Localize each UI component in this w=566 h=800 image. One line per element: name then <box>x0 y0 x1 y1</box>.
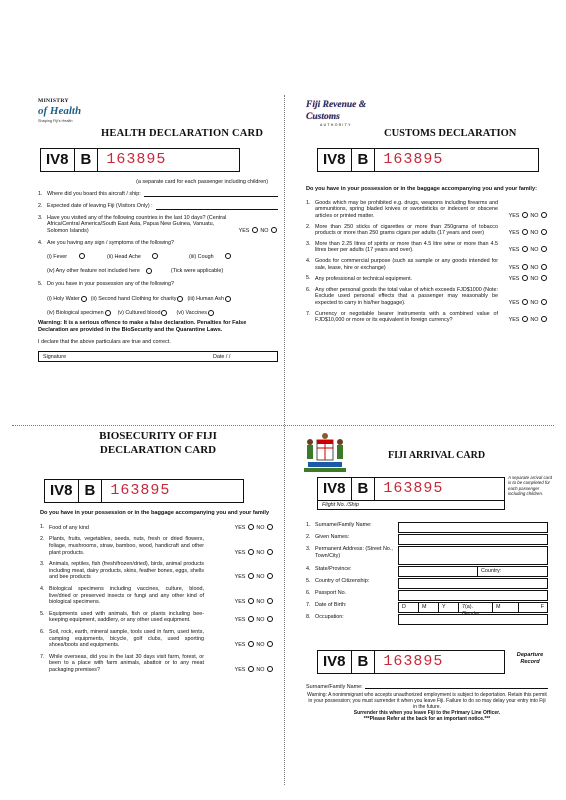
customs-item-4-yes-radio[interactable] <box>522 264 528 270</box>
customs-item-3-no-radio[interactable] <box>541 246 547 252</box>
customs-item-1-no-radio[interactable] <box>541 212 547 218</box>
arrival-field-label: 7. Date of Birth: <box>306 602 347 608</box>
arrival-field-input[interactable] <box>398 534 548 545</box>
health-card-title: HEALTH DECLARATION CARD <box>101 128 264 139</box>
biosecurity-card <box>38 430 278 790</box>
no-label: NO <box>530 264 539 271</box>
holy-water-checkbox[interactable] <box>81 296 87 302</box>
q3-yes-radio[interactable] <box>252 227 258 233</box>
yes-label: YES <box>234 642 246 649</box>
bio-item-3-no-radio[interactable] <box>267 573 273 579</box>
health-q5: 5. Do you have in your possession any of the following? <box>38 281 175 288</box>
departure-warning: Warning: A nonimmigrant who accepts unauthorized employment is subject to deportation. Retain this permit in your possession; you must surrender it when you leave Fiji. Failure to do so may delay your entry into Fiji in the future. Surrender this when you leave Fiji to the Primary Line Officer. ***Please Refer at the back for an important notice.*** <box>307 692 547 723</box>
bio-item: 3. Animals, reptiles, fish (fresh/frozen/dried), birds, animal products including meat, dairy products, skins, feather bones, eggs, shells and bee products YES NO <box>40 561 274 581</box>
arrival-field-label: 5. Country of Citizenship: <box>306 578 370 584</box>
health-serial-box: IV8 B 163895 <box>40 148 240 172</box>
bio-item-1-yes-radio[interactable] <box>248 524 254 530</box>
fever-checkbox[interactable] <box>79 253 85 259</box>
health-declaration-card <box>38 98 278 418</box>
fiji-coat-of-arms-icon <box>302 430 348 474</box>
customs-item-2-yes-radio[interactable] <box>522 229 528 235</box>
arrival-field-label: 1. Surname/Family Name: <box>306 522 372 528</box>
bio-item-1-no-radio[interactable] <box>267 524 273 530</box>
bio-item: 1. Food of any kind YES NO <box>40 524 274 532</box>
bio-item-4-yes-radio[interactable] <box>248 598 254 604</box>
yes-label: YES <box>234 617 246 624</box>
customs-item: 3. More than 2.25 litres of spirits or more than 4.5 litre wine or more than 4.5 litres beer per adults (17 years and over). YES NO <box>306 241 548 254</box>
headache-checkbox[interactable] <box>152 253 158 259</box>
cough-checkbox[interactable] <box>225 253 231 259</box>
customs-items-list <box>306 200 548 324</box>
customs-item-6-yes-radio[interactable] <box>522 299 528 305</box>
arrival-field-input[interactable] <box>398 602 548 617</box>
no-label: NO <box>256 574 265 581</box>
cultured-blood-checkbox[interactable] <box>161 310 167 316</box>
customs-item: 4. Goods for commercial purpose (such as sample or any goods intended for sale, lease, hire or exchange) YES NO <box>306 258 548 271</box>
signature-row <box>38 351 278 362</box>
no-label: NO <box>530 276 539 283</box>
other-symptom-checkbox[interactable] <box>146 268 152 274</box>
yes-label: YES <box>508 230 520 237</box>
yes-label: YES <box>234 524 246 531</box>
bio-item-6-no-radio[interactable] <box>267 641 273 647</box>
dob-gender-cell[interactable]: Y <box>439 603 459 612</box>
health-note: (a separate card for each passenger including children) <box>136 179 268 185</box>
yes-label: YES <box>234 574 246 581</box>
no-label: NO <box>530 213 539 219</box>
dob-gender-cell[interactable]: D <box>399 603 419 612</box>
health-q3: 3. Have you visited any of the following countries in the last 10 days? (Central Africa/Central America/South East Asia, Papua New Guinea, Vanuatu, Solomon Islands) YES NO <box>38 215 278 235</box>
arrival-field-label: 8. Occupation: <box>306 614 344 620</box>
customs-item-7-yes-radio[interactable] <box>522 316 528 322</box>
customs-item: 1. Goods which may be prohibited e.g. drugs, weapons including firearms and ammunitions, spring bladed knives or swordsticks or indecent or obscene articles or printed matter. YES NO <box>306 200 548 220</box>
dob-gender-cell[interactable]: F <box>540 604 544 610</box>
no-label: NO <box>256 549 265 556</box>
biological-specimen-checkbox[interactable] <box>105 310 111 316</box>
bio-item: 2. Plants, fruits, vegetables, seeds, nuts, fresh or dried flowers, foliage, mushrooms, straw, bamboo, wood, handicraft and other plant products. YES NO <box>40 536 274 556</box>
customs-item-5-no-radio[interactable] <box>541 275 547 281</box>
customs-item: 6. Any other personal goods the total value of which exceeds FJD$1000 (Note: Exclude used personal effects that a passenger may reasonably be expected to carry in his/her baggage). YES NO <box>306 287 548 307</box>
arrival-field-input[interactable] <box>398 566 548 577</box>
boarding-place-field[interactable] <box>144 192 278 197</box>
customs-serial-box: IV8 B 163895 <box>317 148 539 172</box>
yes-label: YES <box>508 247 520 254</box>
arrival-field-input[interactable] <box>398 578 548 589</box>
no-label: NO <box>256 617 265 624</box>
no-label: NO <box>256 666 265 673</box>
country-field[interactable]: Country: <box>477 567 547 576</box>
arrival-field-input[interactable] <box>398 614 548 625</box>
no-label: NO <box>256 524 265 531</box>
cut-line-horizontal <box>12 425 554 426</box>
customs-item: 7. Currency or negotiable bearer instruments with a combined value of FJD$10,000 or more or its equivalent in foreign currency? YES NO <box>306 311 548 324</box>
bio-item-2-yes-radio[interactable] <box>248 549 254 555</box>
arrival-field-row <box>306 578 548 590</box>
health-declare-text: I declare that the above particulars are true and correct. <box>38 338 171 345</box>
customs-item-5-yes-radio[interactable] <box>522 275 528 281</box>
bio-item: 7. While overseas, did you in the last 30 days visit farm, forest, or been to a place with farm animals, abattoir or to any meat packaging premises? YES NO <box>40 654 274 674</box>
arrival-field-row <box>306 590 548 602</box>
signature-field[interactable]: Signature <box>43 353 67 360</box>
yes-label: YES <box>508 317 520 324</box>
arrival-field-row <box>306 546 548 566</box>
possession-options-1: (i) Holy Water (ii) Second hand Clothing for charity (iii) Human Ash <box>38 296 278 303</box>
arrival-field-input[interactable] <box>398 546 548 565</box>
bio-item-5-yes-radio[interactable] <box>248 616 254 622</box>
no-label: NO <box>256 599 265 606</box>
customs-item: 2. More than 250 sticks of cigarettes or more than 250grams of tobacco products or more than 250 grams cigars per adults (17 years and over) YES NO <box>306 224 548 237</box>
yes-label: YES <box>234 666 246 673</box>
customs-item-2-no-radio[interactable] <box>541 229 547 235</box>
health-q2: 2. Expected date of leaving Fiji (Visitors Only) : <box>38 203 278 210</box>
yes-label: YES <box>508 299 520 306</box>
bio-serial-box: IV8 B 163895 <box>44 479 244 503</box>
health-q1: 1. Where did you board this aircraft / ship: <box>38 191 278 198</box>
symptom-options: (i) Fever (ii) Head Ache (iii) Cough <box>38 253 278 261</box>
q3-no-radio[interactable] <box>271 227 277 233</box>
departure-surname-field[interactable] <box>365 684 548 689</box>
biosecurity-title: BIOSECURITY OF FIJI DECLARATION CARD <box>99 430 217 456</box>
arrival-card-title: FIJI ARRIVAL CARD <box>388 450 486 461</box>
bio-item: 5. Equipments used with animals, fish or plants including bee-keeping equipment, saddlery, or any other used equipment. YES NO <box>40 611 274 624</box>
no-label: NO <box>530 317 539 324</box>
arrival-side-note: A separate arrival card is to be completed for each passenger including children. <box>508 475 552 497</box>
customs-item: 5. Any professional or technical equipment. YES NO <box>306 275 548 283</box>
signature-date-field[interactable]: Date / / <box>213 353 231 360</box>
arrival-field-label: 6. Passport No. <box>306 590 347 596</box>
clothing-checkbox[interactable] <box>177 296 183 302</box>
arrival-field-row <box>306 522 548 534</box>
bio-item-5-no-radio[interactable] <box>267 616 273 622</box>
yes-label: YES <box>508 276 520 283</box>
dob-gender-cell[interactable]: 7(a). Gender: <box>459 603 493 612</box>
arrival-field-row <box>306 566 548 578</box>
arrival-field-label: 2. Given Names: <box>306 534 350 540</box>
dob-gender-cell[interactable]: M <box>419 603 439 612</box>
departure-surname-row: Surname/Family Name: <box>306 684 548 691</box>
customs-card-title: CUSTOMS DECLARATION <box>384 128 517 139</box>
bio-item-2-no-radio[interactable] <box>267 549 273 555</box>
yes-label: YES <box>508 213 520 219</box>
departure-record-label: Departure Record <box>516 652 544 665</box>
customs-declaration-card <box>302 98 552 418</box>
no-label: NO <box>256 642 265 649</box>
bio-items-list <box>40 524 274 674</box>
bio-item-3-yes-radio[interactable] <box>248 573 254 579</box>
revenue-customs-logo: Fiji Revenue & Customs AUTHORITY <box>306 100 367 128</box>
customs-intro: Do you have in your possession or in the baggage accompanying you and your family: <box>306 186 537 192</box>
no-label: NO <box>530 299 539 306</box>
customs-item-6-no-radio[interactable] <box>541 299 547 305</box>
customs-item-4-no-radio[interactable] <box>541 264 547 270</box>
departure-serial-box: IV8 B 163895 <box>317 650 505 674</box>
arrival-field-input[interactable] <box>398 522 548 533</box>
health-warning: Warning: It is a serious offence to make a false declaration. Penalties for False Declaration are provided in the BioSecurity and the Quarantine Laws. <box>38 320 247 333</box>
bio-item: 4. Biological specimens including vaccines, culture, blood, live/dried or preserved insects or fungi and any other kind of biological specimens. YES NO <box>40 586 274 606</box>
arrival-field-label: 3. Permanent Address: (Street No., Town/City) <box>306 546 393 559</box>
bio-item-7-yes-radio[interactable] <box>248 666 254 672</box>
human-ash-checkbox[interactable] <box>225 296 231 302</box>
yes-label: YES <box>234 599 246 606</box>
health-q4: 4. Are you having any sign / symptoms of the following? <box>38 239 175 246</box>
bio-item-4-no-radio[interactable] <box>267 598 273 604</box>
arrival-field-row <box>306 614 548 626</box>
arrival-fields <box>306 522 548 626</box>
bio-item-6-yes-radio[interactable] <box>248 641 254 647</box>
cut-line-vertical <box>284 95 285 785</box>
customs-item-1-yes-radio[interactable] <box>522 212 528 218</box>
customs-item-7-no-radio[interactable] <box>541 316 547 322</box>
customs-item-3-yes-radio[interactable] <box>522 246 528 252</box>
bio-item: 6. Soil, rock, earth, mineral sample, tools used in farm, used tents, camping equipments, bicycle, golf clubs, used sporting shoes/boots and equipments. YES NO <box>40 629 274 649</box>
possession-options-2: (iv) Biological specimen (v) Cultured blood (vi) Vaccines <box>38 310 278 317</box>
bio-intro: Do you have in your possession or in the baggage accompanying you and your family <box>40 510 270 516</box>
vaccines-checkbox[interactable] <box>208 310 214 316</box>
arrival-field-row <box>306 534 548 546</box>
arrival-serial-box: IV8 B 163895 <box>317 477 505 501</box>
yes-label: YES <box>508 264 520 271</box>
dob-gender-cell[interactable]: M <box>493 603 519 612</box>
yes-label: YES <box>234 549 246 556</box>
symptom-other: (iv) Any other feature not included here (Tick were applicable) <box>47 267 224 274</box>
ministry-of-health-logo: MINISTRY of Health Shaping Fiji's Health <box>38 98 82 124</box>
bio-item-7-no-radio[interactable] <box>267 666 273 672</box>
arrival-card <box>302 430 552 790</box>
flight-number-field[interactable]: Flight No. /Ship <box>317 501 505 510</box>
arrival-field-label: 4. State/Province: <box>306 566 352 572</box>
no-label: NO <box>530 247 539 254</box>
arrival-field-input[interactable] <box>398 590 548 601</box>
no-label: NO <box>530 230 539 237</box>
leaving-date-field[interactable] <box>156 205 278 210</box>
